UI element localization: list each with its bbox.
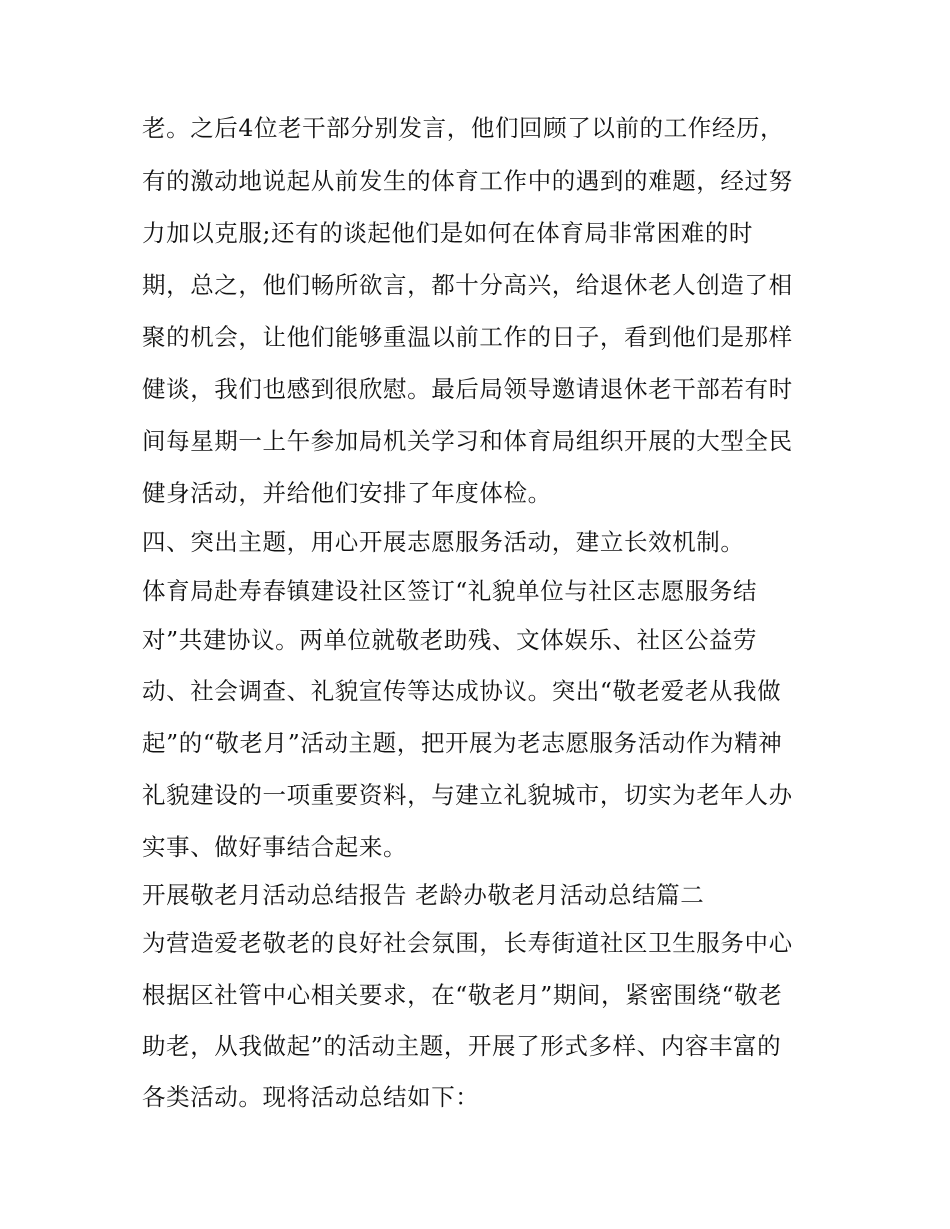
article-title: 开展敬老月活动总结报告 老龄办敬老月活动总结篇二	[142, 881, 705, 909]
text-line: 礼貌建设的一项重要资料，与建立礼貌城市，切实为老年人办	[142, 781, 793, 809]
section-heading: 四、突出主题，用心开展志愿服务活动，建立长效机制。	[142, 528, 745, 556]
text-line: 动、社会调查、礼貌宣传等达成协议。突出“敬老爱老从我做	[142, 677, 782, 705]
text-line: 为营造爱老敬老的良好社会氛围，长寿街道社区卫生服务中心	[142, 929, 793, 957]
text-line: 体育局赴寿春镇建设社区签订“礼貌单位与社区志愿服务结	[142, 577, 758, 605]
text-line: 聚的机会，让他们能够重温以前工作的日子，看到他们是那样	[142, 323, 793, 351]
text-line: 实事、做好事结合起来。	[142, 833, 408, 861]
text-line: 各类活动。现将活动总结如下：	[142, 1083, 480, 1111]
text-line: 有的激动地说起从前发生的体育工作中的遇到的难题，经过努	[142, 167, 793, 195]
text-line: 健谈，我们也感到很欣慰。最后局领导邀请退休老干部若有时	[142, 375, 793, 403]
text-line: 期，总之，他们畅所欲言，都十分高兴，给退休老人创造了相	[142, 271, 793, 299]
text-line: 起”的“敬老月”活动主题，把开展为老志愿服务活动作为精神	[142, 729, 783, 757]
text-line: 健身活动，并给他们安排了年度体检。	[142, 479, 552, 507]
text-line: 老。之后4位老干部分别发言，他们回顾了以前的工作经历，	[142, 114, 785, 142]
text-line: 间每星期一上午参加局机关学习和体育局组织开展的大型全民	[142, 427, 793, 455]
text-line: 根据区社管中心相关要求，在“敬老月”期间，紧密围绕“敬老	[142, 981, 783, 1009]
text-line: 力加以克服;还有的谈起他们是如何在体育局非常困难的时	[142, 219, 754, 247]
text-line: 助老，从我做起”的活动主题，开展了形式多样、内容丰富的	[142, 1032, 782, 1060]
text-line: 对”共建协议。两单位就敬老助残、文体娱乐、社区公益劳	[142, 626, 758, 654]
